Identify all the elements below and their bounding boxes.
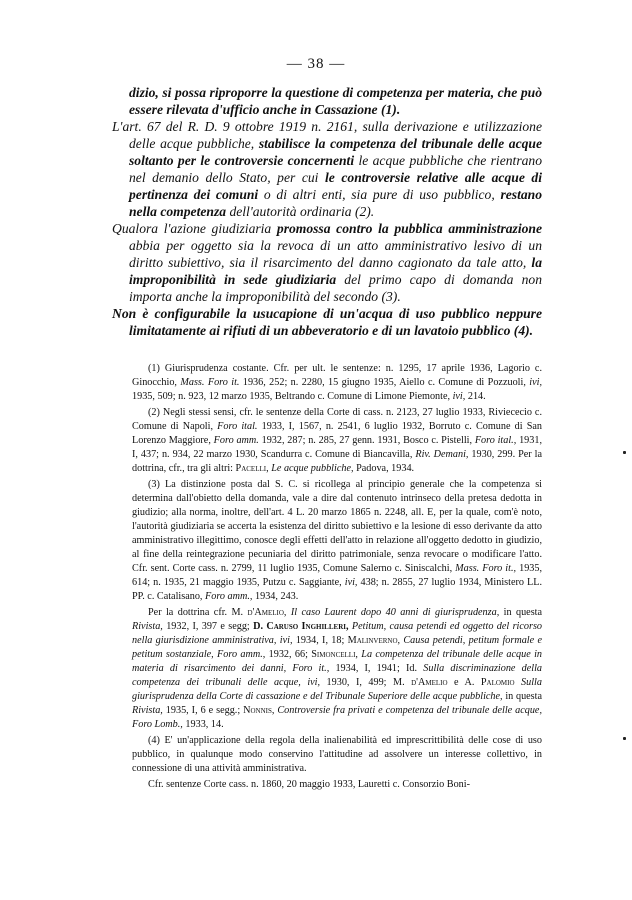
fn3b-a: Per la dottrina cfr. M.: [148, 607, 248, 618]
footnotes: [132, 362, 542, 794]
fn2-h: Riv. Demani,: [415, 449, 469, 460]
fn3b-d: in questa: [499, 607, 543, 618]
p2-a: L'art. 67 del R. D. 9 ottobre 1919 n. 2161, sulla derivazione e utilizzazione delle acque pubbliche,: [112, 119, 542, 151]
fn3b-r: d'Amelio: [411, 677, 448, 688]
fn3b-zz: 1933, 14.: [182, 719, 224, 730]
fn3b-s: e A.: [447, 677, 481, 688]
fn4b-a: Cfr. sentenze Corte cass. n. 1860, 20 maggio 1933, Lauretti c. Consorzio Boni-: [148, 779, 470, 790]
fn2-j: Pacelli,: [235, 463, 269, 474]
margin-dot-mark: [623, 737, 626, 740]
fn3-e: 438; n. 2855, 27 luglio 1934, Ministero LL. PP. c. Catalisano,: [132, 577, 542, 602]
main-paragraph-4: [112, 305, 542, 339]
p3-d: la improponibilità in sede giudiziaria: [129, 255, 542, 287]
p2-e: o di altri enti, sia pure di uso pubblico,: [258, 187, 501, 202]
fn3-f: Foro amm.,: [205, 591, 253, 602]
footnote-4: [132, 734, 542, 776]
fn3b-q: 1930, I, 499; M.: [320, 677, 412, 688]
p3-b: promossa contro la pubblica amministrazione: [276, 221, 542, 236]
fn3b-t: Palomio: [480, 677, 515, 688]
fn3b-x: 1935, I, 6 e segg.;: [162, 705, 244, 716]
fn3b-n: La competenza del tribunale delle acque in materia di risarcimento dei danni, Foro it.,: [132, 649, 542, 674]
fn3b-h: Petitum, causa petendi ed oggetto del ricorso nella giurisdizione amministrativa, ivi,: [132, 621, 542, 646]
fn2-a: (2) Negli stessi sensi, cfr. le sentenze della Corte di cass. n. 2123, 27 luglio 1933, Riviececio c. Comune di Napoli,: [132, 407, 542, 432]
fn2-f: Foro ital.,: [474, 435, 517, 446]
fn3-a: (3) La distinzione posta dal S. C. si ricollega al principio generale che la competenza si determina dall'obietto della domanda, vale a dire dal contenuto intrinseco della pretesa dedotta in giudizio; alla norma, inoltre, dell'art. 4 L. 20 marzo 1865 n. 2248, all. E, per la quale, com'è noto, l'autorità giudiziaria se accerta la esistenza del diritto subiettivo e la lesione di esso derivante da atto amministrativo illegittimo, conosce degli effetti dell'atto in relazione all'oggetto dedotto in giudizio, al fine della reintegrazione pecuniaria del diritto patrimoniale, senza revocare o modificare l'atto. Cfr. sent. Corte cass. n. 2799, 11 luglio 1935, Comune Salerno c. Siniscalchi,: [132, 479, 542, 574]
p2-d: le controversie relative alle acque di pertinenza dei comuni: [129, 170, 542, 202]
fn1-g: 214.: [465, 391, 486, 402]
footnote-3-dottrina: [132, 606, 542, 732]
fn2-l: Padova, 1934.: [353, 463, 415, 474]
fn1-d: ivi,: [529, 377, 542, 388]
fn2-c: 1933, I, 1567, n. 2541, 6 luglio 1932, Borruto c. Comune di San Lorenzo Maggiore,: [132, 421, 542, 446]
p3-a: Qualora l'azione giudiziaria: [112, 221, 277, 236]
fn3b-v: in questa: [502, 691, 543, 702]
fn3b-e: Rivista,: [132, 621, 163, 632]
fn3b-m: Simoncelli,: [311, 649, 358, 660]
footnote-4-continuation: [132, 778, 542, 792]
fn1-e: 1935, 509; n. 923, 12 marzo 1935, Beltrando c. Comune di Limone Piemonte,: [132, 391, 453, 402]
footnote-1: [132, 362, 542, 404]
main-paragraph-3: [112, 220, 542, 305]
fn2-g: 1931, I, 437; n. 934, 22 marzo 1930, Scandurra c. Comune di Biancavilla,: [132, 435, 542, 460]
p2-c: le acque pubbliche che rientrano nel demanio dello Stato, per cui: [129, 153, 542, 185]
fn3b-p: Sulla discriminazione della competenza dei tribunali delle acque, ivi,: [132, 663, 542, 688]
fn3-b: Mass. Foro it.,: [455, 563, 517, 574]
fn3b-y: Nonnis,: [243, 705, 275, 716]
fn3b-b: d'Amelio,: [247, 607, 287, 618]
fn2-i: 1930, 299. Per la dottrina, cfr., tra gli altri:: [132, 449, 542, 474]
fn1-b: Mass. Foro it.: [180, 377, 240, 388]
fn1-a: (1) Giurisprudenza costante. Cfr. per ult. le sentenze: n. 1295, 17 aprile 1936, Lagorio c. Ginocchio,: [132, 363, 542, 388]
fn4-a: (4) E' un'applicazione della regola della inalienabilità ed imprescrittibilità delle cose di uso pubblico, in qualunque modo conservino l'attitudine ad assolvere un interesse collettivo, in connessione di una attività amministrativa.: [132, 735, 542, 774]
paragraph-1-text: dizio, si possa riproporre la questione di competenza per materia, che può essere rilevata d'ufficio anche in Cassazione (1).: [129, 85, 542, 117]
fn1-f: ivi,: [452, 391, 466, 402]
fn3b-u: Sulla giurisprudenza della Corte di cassazione e del Tribunale Superiore delle acque pubbliche,: [132, 677, 542, 702]
main-paragraph-1: [112, 84, 542, 118]
footnote-3: [132, 478, 542, 604]
main-text: [112, 84, 542, 339]
fn3b-i: 1934, I, 18;: [292, 635, 348, 646]
fn2-e: 1932, 287; n. 285, 27 genn. 1931, Bosco c. Pistelli,: [258, 435, 475, 446]
p4-a: Non è configurabile la usucapione di un'acqua di uso pubblico neppure limitatamente ai rifiuti di un abbeveratorio e di un lavatoio pubblico (4).: [112, 306, 542, 338]
fn3-g: 1934, 243.: [252, 591, 299, 602]
fn1-c: 1936, 252; n. 2280, 15 giugno 1935, Aiello c. Comune di Pozzuoli,: [239, 377, 530, 388]
p2-b: stabilisce la competenza del tribunale delle acque soltanto per le controversie concernenti: [129, 136, 542, 168]
page-number: — 38 —: [286, 56, 346, 72]
p3-e: del primo capo di domanda non importa anche la improponibilità del secondo (3).: [129, 272, 542, 304]
fn3-d: ivi,: [344, 577, 358, 588]
fn3b-w: Rivista,: [132, 705, 163, 716]
fn3b-f: 1932, I, 397 e segg;: [162, 621, 254, 632]
fn2-b: Foro ital.: [217, 421, 258, 432]
p3-c: abbia per oggetto sia la revoca di un atto amministrativo lesivo di un diritto subiettivo, sia il risarcimento del danno cagionato da tale atto,: [129, 238, 542, 270]
fn3-c: 1935, 614; n. 1935, 21 maggio 1935, Putzu c. Saggiante,: [132, 563, 543, 588]
fn3b-l: 1932, 66;: [265, 649, 312, 660]
fn2-k: Le acque pubbliche,: [268, 463, 354, 474]
fn2-d: Foro amm.: [213, 435, 259, 446]
fn3b-o: 1934, I, 1941; Id.: [329, 663, 424, 674]
fn3b-g: D. Caruso Inghilleri,: [253, 621, 349, 632]
p2-g: dell'autorità ordinaria (2).: [226, 204, 375, 219]
footnote-2: [132, 406, 542, 476]
main-paragraph-2: [112, 118, 542, 220]
fn3b-j: Malinverno,: [347, 635, 401, 646]
p2-f: restano nella competenza: [129, 187, 542, 219]
fn3b-k: Causa petendi, petitum formale e petitum sostanziale, Foro amm.,: [132, 635, 542, 660]
margin-dot-mark: [623, 451, 626, 454]
fn3b-z: Controversie fra privati e competenza del tribunale delle acque, Foro Lomb.,: [132, 705, 542, 730]
fn3b-c: Il caso Laurent dopo 40 anni di giurisprudenza,: [286, 607, 500, 618]
